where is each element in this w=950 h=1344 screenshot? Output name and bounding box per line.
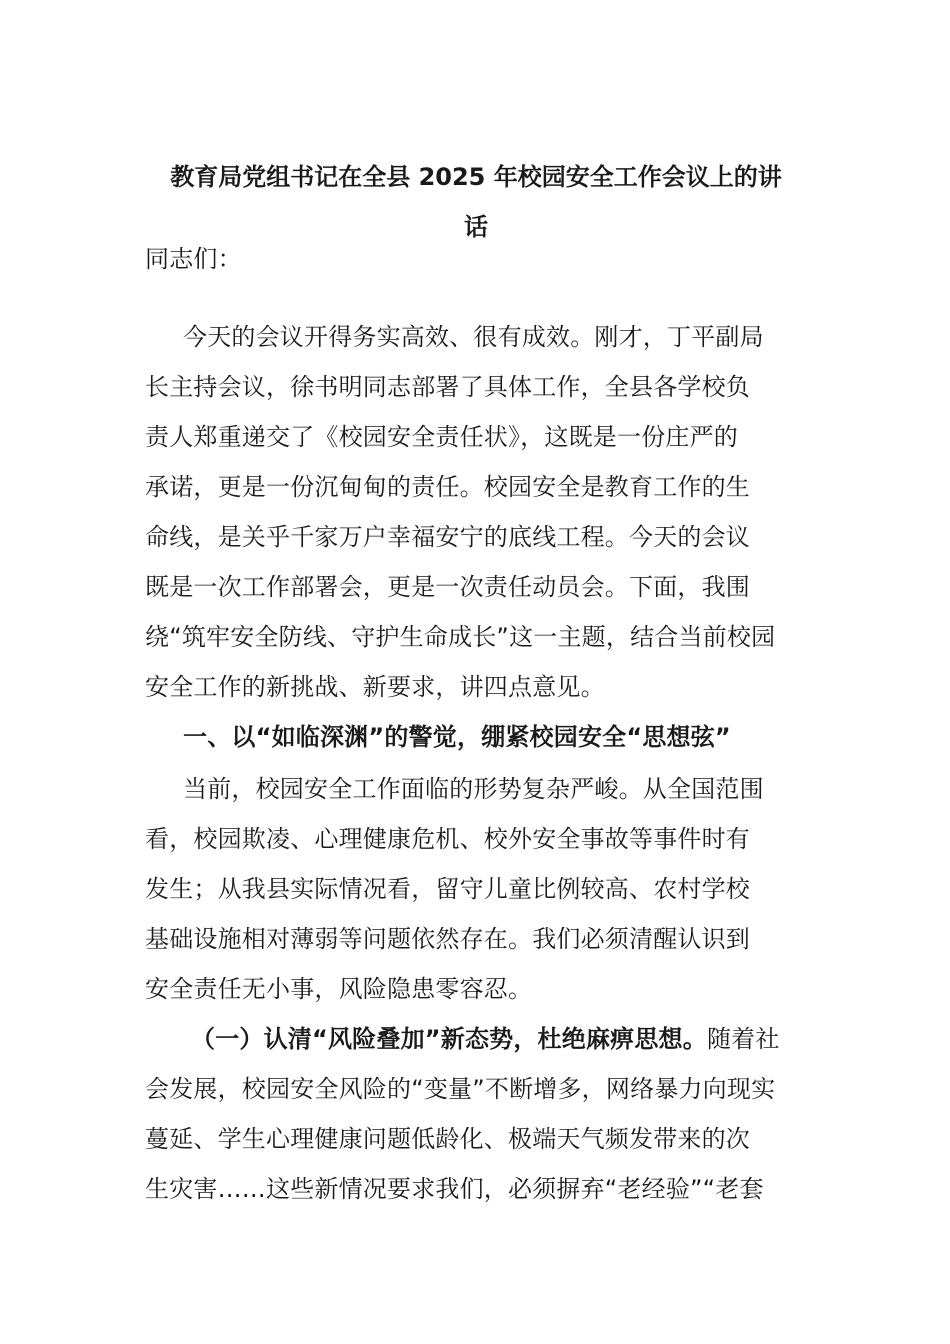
paragraph-2-line: 当前，校园安全工作面临的形势复杂严峻。从全国范围 (183, 775, 764, 803)
subsection-heading-1-continuation: 随着社 (706, 1025, 780, 1053)
paragraph-3-line: 会发展，校园安全风险的“变量”不断增多，网络暴力向现实 (145, 1075, 776, 1103)
paragraph-3-line: 蔓延、学生心理健康问题低龄化、极端天气频发带来的次 (145, 1125, 750, 1153)
paragraph-1-line: 责人郑重递交了《校园安全责任状》，这既是一份庄严的 (145, 423, 738, 451)
paragraph-1-line: 既是一次工作部署会，更是一次责任动员会。下面，我围 (145, 573, 750, 601)
paragraph-1-line: 安全工作的新挑战、新要求，讲四点意见。 (145, 673, 605, 701)
subsection-heading-1: （一）认清“风险叠加”新态势，杜绝麻痹思想。 (191, 1025, 707, 1053)
paragraph-2-line: 发生；从我县实际情况看，留守儿童比例较高、农村学校 (145, 875, 750, 903)
paragraph-1-line: 长主持会议，徐书明同志部署了具体工作，全县各学校负 (145, 373, 750, 401)
paragraph-1-line: 命线，是关乎千家万户幸福安宁的底线工程。今天的会议 (145, 523, 750, 551)
paragraph-1-line: 承诺，更是一份沉甸甸的责任。校园安全是教育工作的生 (145, 473, 750, 501)
paragraph-2-line: 安全责任无小事，风险隐患零容忍。 (145, 975, 533, 1003)
paragraph-3-line: 生灾害……这些新情况要求我们，必须摒弃“老经验”“老套 (145, 1175, 764, 1203)
subsection-heading-line (145, 1014, 807, 1064)
paragraph-1-line: 今天的会议开得务实高效、很有成效。刚才，丁平副局 (183, 323, 764, 351)
salutation: 同志们： (145, 245, 242, 273)
section-heading-1: 一、以“如临深渊”的警觉，绷紧校园安全“思想弦” (183, 723, 731, 751)
document-title-line-2: 话 (464, 213, 488, 241)
paragraph-1-line: 绕“筑牢安全防线、守护生命成长”这一主题，结合当前校园 (145, 623, 776, 651)
paragraph-2-line: 看，校园欺凌、心理健康危机、校外安全事故等事件时有 (145, 825, 750, 853)
paragraph-2-line: 基础设施相对薄弱等问题依然存在。我们必须清醒认识到 (145, 925, 750, 953)
document-title-line-1: 教育局党组书记在全县 2025 年校园安全工作会议上的讲 (170, 163, 782, 191)
